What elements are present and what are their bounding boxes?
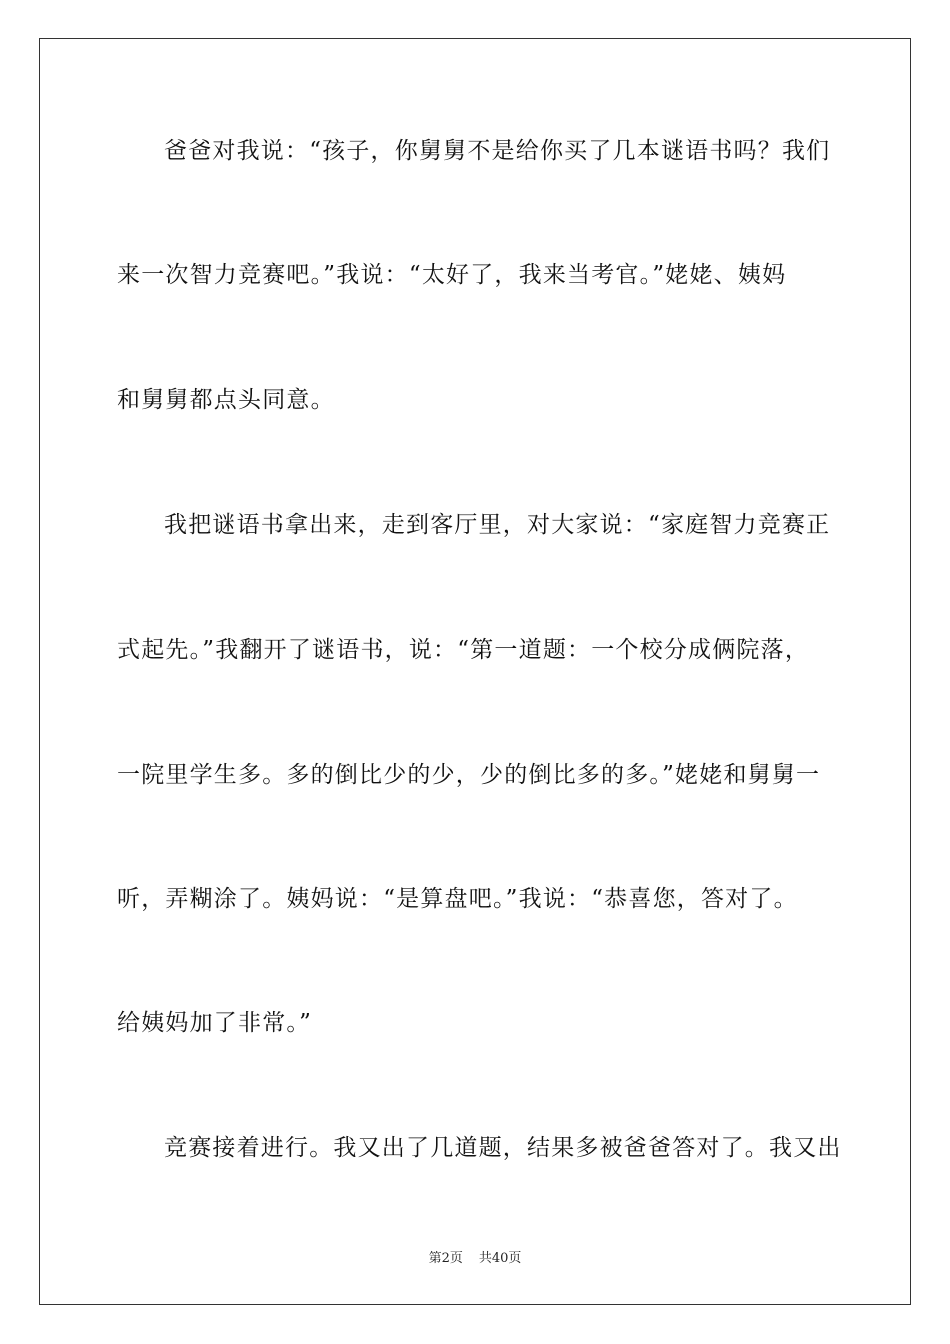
page-border (39, 38, 911, 1305)
page-footer (0, 1247, 950, 1266)
page-number: 第2页 (428, 1251, 463, 1266)
paragraph-line: 竞赛接着进行。我又出了几道题，结果多被爸爸答对了。我又出 (164, 1135, 842, 1161)
paragraph-line: 一院里学生多。多的倒比少的少，少的倒比多的多。”姥姥和舅舅一 (117, 762, 821, 788)
page-total: 共40页 (478, 1251, 522, 1266)
paragraph-line: 给姨妈加了非常。” (117, 1010, 313, 1036)
paragraph-line: 我把谜语书拿出来，走到客厅里，对大家说：“家庭智力竞赛正 (164, 512, 831, 538)
paragraph-line: 听，弄糊涂了。姨妈说：“是算盘吧。”我说：“恭喜您，答对了。 (117, 886, 798, 912)
paragraph-line: 爸爸对我说：“孩子，你舅舅不是给你买了几本谜语书吗？我们 (164, 138, 831, 164)
paragraph-line: 式起先。”我翻开了谜语书，说：“第一道题：一个校分成俩院落， (117, 637, 810, 663)
paragraph-line: 来一次智力竞赛吧。”我说：“太好了，我来当考官。”姥姥、姨妈 (117, 262, 787, 288)
paragraph-line: 和舅舅都点头同意。 (117, 387, 335, 413)
